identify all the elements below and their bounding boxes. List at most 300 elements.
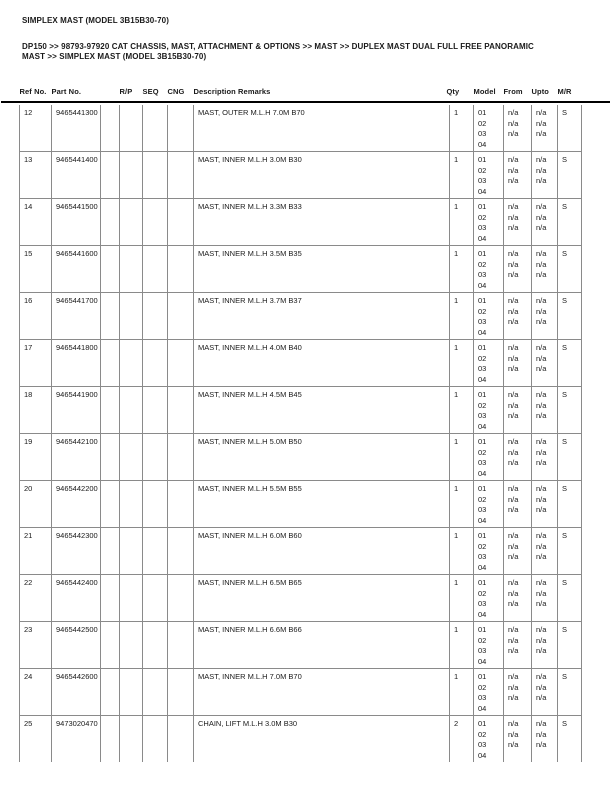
cell-upto	[532, 434, 558, 481]
cell-part-no: 9465441300	[52, 105, 101, 152]
cell-model	[474, 293, 504, 340]
parts-table	[19, 85, 582, 762]
cell-from	[504, 575, 532, 622]
cell-model	[474, 387, 504, 434]
model-line: 01	[478, 625, 487, 634]
from-line: n/a	[508, 578, 519, 587]
upto-line: n/a	[536, 719, 547, 728]
from-line: n/a	[508, 223, 519, 233]
cell-blank	[101, 199, 120, 246]
cell-upto	[532, 246, 558, 293]
cell-mr: S	[558, 716, 582, 763]
cell-ref-no: 18	[20, 387, 52, 434]
model-line: 03	[478, 599, 487, 609]
cell-part-no: 9465442500	[52, 622, 101, 669]
model-line: 01	[478, 719, 487, 728]
model-line: 02	[478, 447, 487, 457]
cell-from	[504, 293, 532, 340]
upto-line: n/a	[536, 682, 547, 692]
cell-seq	[143, 246, 168, 293]
from-line: n/a	[508, 108, 519, 117]
from-line: n/a	[508, 646, 519, 656]
cell-description: MAST, INNER M.L.H 4.0M B40	[194, 340, 450, 387]
column-header-cng: CNG	[167, 87, 185, 96]
upto-line: n/a	[536, 635, 547, 645]
cell-description: MAST, INNER M.L.H 3.3M B33	[194, 199, 450, 246]
table-row	[20, 387, 582, 434]
cell-blank	[101, 340, 120, 387]
model-line: 03	[478, 646, 487, 656]
cell-blank	[101, 481, 120, 528]
cell-from	[504, 481, 532, 528]
cell-mr: S	[558, 387, 582, 434]
from-line: n/a	[508, 599, 519, 609]
cell-blank	[101, 434, 120, 481]
from-line: n/a	[508, 306, 519, 316]
from-line: n/a	[508, 270, 519, 280]
model-line: 01	[478, 249, 487, 258]
model-line: 02	[478, 635, 487, 645]
column-header-model: Model	[473, 87, 496, 96]
model-line: 04	[478, 656, 487, 666]
model-line: 04	[478, 750, 487, 760]
cell-seq	[143, 105, 168, 152]
table-row	[20, 434, 582, 481]
cell-from	[504, 246, 532, 293]
from-line: n/a	[508, 129, 519, 139]
upto-line: n/a	[536, 353, 547, 363]
cell-mr: S	[558, 434, 582, 481]
cell-ref-no: 22	[20, 575, 52, 622]
cell-qty: 1	[450, 152, 474, 199]
cell-seq	[143, 622, 168, 669]
model-line: 03	[478, 223, 487, 233]
document-title: SIMPLEX MAST (MODEL 3B15B30-70)	[22, 16, 169, 25]
cell-upto	[532, 481, 558, 528]
upto-line: n/a	[536, 625, 547, 634]
cell-from	[504, 105, 532, 152]
cell-seq	[143, 340, 168, 387]
table-row	[20, 669, 582, 716]
model-line: 03	[478, 740, 487, 750]
cell-seq	[143, 575, 168, 622]
cell-from	[504, 152, 532, 199]
model-line: 02	[478, 494, 487, 504]
model-line: 04	[478, 468, 487, 478]
cell-mr: S	[558, 528, 582, 575]
model-line: 03	[478, 693, 487, 703]
cell-seq	[143, 669, 168, 716]
cell-rp	[120, 246, 143, 293]
model-line: 02	[478, 118, 487, 128]
cell-part-no: 9465441400	[52, 152, 101, 199]
model-line: 01	[478, 343, 487, 352]
upto-line: n/a	[536, 458, 547, 468]
cell-part-no: 9465441700	[52, 293, 101, 340]
cell-from	[504, 434, 532, 481]
cell-cng	[168, 105, 194, 152]
upto-line: n/a	[536, 599, 547, 609]
cell-description: MAST, INNER M.L.H 5.5M B55	[194, 481, 450, 528]
cell-upto	[532, 716, 558, 763]
column-header-upto: Upto	[531, 87, 549, 96]
cell-blank	[101, 669, 120, 716]
cell-qty: 1	[450, 575, 474, 622]
upto-line: n/a	[536, 306, 547, 316]
cell-model	[474, 481, 504, 528]
cell-upto	[532, 622, 558, 669]
model-line: 03	[478, 411, 487, 421]
from-line: n/a	[508, 458, 519, 468]
model-line: 01	[478, 437, 487, 446]
cell-ref-no: 13	[20, 152, 52, 199]
cell-seq	[143, 716, 168, 763]
from-line: n/a	[508, 296, 519, 305]
cell-qty: 1	[450, 246, 474, 293]
breadcrumb-line: MAST >> SIMPLEX MAST (MODEL 3B15B30-70)	[22, 52, 207, 61]
cell-upto	[532, 105, 558, 152]
from-line: n/a	[508, 635, 519, 645]
cell-mr: S	[558, 622, 582, 669]
cell-rp	[120, 105, 143, 152]
model-line: 02	[478, 212, 487, 222]
from-line: n/a	[508, 682, 519, 692]
upto-line: n/a	[536, 646, 547, 656]
cell-upto	[532, 528, 558, 575]
from-line: n/a	[508, 212, 519, 222]
from-line: n/a	[508, 364, 519, 374]
cell-upto	[532, 152, 558, 199]
cell-blank	[101, 387, 120, 434]
cell-from	[504, 340, 532, 387]
cell-blank	[101, 105, 120, 152]
breadcrumb-line: DP150 >> 98793-97920 CAT CHASSIS, MAST, ATTACHMENT & OPTIONS >> MAST >> DUPLEX MAST DUAL FULL FREE PANORAMIC	[22, 42, 534, 51]
model-line: 02	[478, 306, 487, 316]
model-line: 02	[478, 682, 487, 692]
upto-line: n/a	[536, 588, 547, 598]
cell-seq	[143, 199, 168, 246]
from-line: n/a	[508, 672, 519, 681]
cell-ref-no: 21	[20, 528, 52, 575]
model-line: 03	[478, 176, 487, 186]
cell-rp	[120, 199, 143, 246]
model-line: 04	[478, 374, 487, 384]
cell-qty: 1	[450, 622, 474, 669]
from-line: n/a	[508, 740, 519, 750]
model-line: 01	[478, 108, 487, 117]
cell-ref-no: 12	[20, 105, 52, 152]
cell-model	[474, 199, 504, 246]
cell-blank	[101, 246, 120, 293]
cell-model	[474, 669, 504, 716]
cell-blank	[101, 575, 120, 622]
cell-part-no: 9465441500	[52, 199, 101, 246]
cell-cng	[168, 246, 194, 293]
cell-seq	[143, 481, 168, 528]
cell-mr: S	[558, 246, 582, 293]
model-line: 01	[478, 531, 487, 540]
cell-description: MAST, INNER M.L.H 6.5M B65	[194, 575, 450, 622]
from-line: n/a	[508, 390, 519, 399]
model-line: 03	[478, 317, 487, 327]
cell-cng	[168, 387, 194, 434]
column-header-mr: M/R	[557, 87, 572, 96]
from-line: n/a	[508, 249, 519, 258]
column-header-from: From	[503, 87, 523, 96]
from-line: n/a	[508, 202, 519, 211]
cell-mr: S	[558, 669, 582, 716]
upto-line: n/a	[536, 249, 547, 258]
model-line: 01	[478, 202, 487, 211]
cell-cng	[168, 716, 194, 763]
cell-rp	[120, 434, 143, 481]
from-line: n/a	[508, 437, 519, 446]
cell-model	[474, 152, 504, 199]
cell-mr: S	[558, 152, 582, 199]
upto-line: n/a	[536, 740, 547, 750]
cell-part-no: 9465442200	[52, 481, 101, 528]
cell-from	[504, 528, 532, 575]
table-row	[20, 481, 582, 528]
cell-blank	[101, 528, 120, 575]
model-line: 01	[478, 296, 487, 305]
model-line: 03	[478, 505, 487, 515]
cell-description: MAST, INNER M.L.H 7.0M B70	[194, 669, 450, 716]
model-line: 02	[478, 400, 487, 410]
model-line: 04	[478, 609, 487, 619]
column-header-part-no: Part No.	[51, 87, 82, 96]
model-line: 03	[478, 270, 487, 280]
cell-model	[474, 622, 504, 669]
cell-ref-no: 20	[20, 481, 52, 528]
upto-line: n/a	[536, 541, 547, 551]
table-row	[20, 199, 582, 246]
cell-description: MAST, INNER M.L.H 6.0M B60	[194, 528, 450, 575]
cell-part-no: 9465442100	[52, 434, 101, 481]
cell-rp	[120, 293, 143, 340]
cell-model	[474, 340, 504, 387]
cell-upto	[532, 199, 558, 246]
cell-model	[474, 434, 504, 481]
model-line: 02	[478, 165, 487, 175]
table-row	[20, 246, 582, 293]
upto-line: n/a	[536, 108, 547, 117]
model-line: 01	[478, 672, 487, 681]
cell-from	[504, 716, 532, 763]
model-line: 02	[478, 541, 487, 551]
upto-line: n/a	[536, 202, 547, 211]
column-header-description: Description Remarks	[193, 87, 271, 96]
upto-line: n/a	[536, 317, 547, 327]
from-line: n/a	[508, 176, 519, 186]
cell-part-no: 9465441600	[52, 246, 101, 293]
cell-rp	[120, 152, 143, 199]
model-line: 01	[478, 155, 487, 164]
from-line: n/a	[508, 343, 519, 352]
cell-part-no: 9465441900	[52, 387, 101, 434]
from-line: n/a	[508, 484, 519, 493]
cell-ref-no: 14	[20, 199, 52, 246]
model-line: 02	[478, 729, 487, 739]
cell-from	[504, 669, 532, 716]
cell-from	[504, 199, 532, 246]
upto-line: n/a	[536, 729, 547, 739]
cell-description: MAST, INNER M.L.H 4.5M B45	[194, 387, 450, 434]
cell-upto	[532, 340, 558, 387]
cell-cng	[168, 575, 194, 622]
from-line: n/a	[508, 729, 519, 739]
upto-line: n/a	[536, 259, 547, 269]
column-header-qty: Qty	[446, 87, 460, 96]
model-line: 04	[478, 280, 487, 290]
table-row	[20, 105, 582, 152]
model-line: 01	[478, 390, 487, 399]
cell-description: MAST, INNER M.L.H 3.0M B30	[194, 152, 450, 199]
cell-qty: 1	[450, 293, 474, 340]
cell-ref-no: 24	[20, 669, 52, 716]
model-line: 01	[478, 578, 487, 587]
model-line: 04	[478, 139, 487, 149]
cell-part-no: 9465441800	[52, 340, 101, 387]
cell-seq	[143, 528, 168, 575]
cell-cng	[168, 434, 194, 481]
model-line: 04	[478, 327, 487, 337]
model-line: 02	[478, 353, 487, 363]
cell-model	[474, 105, 504, 152]
cell-qty: 1	[450, 105, 474, 152]
model-line: 02	[478, 259, 487, 269]
table-row	[20, 575, 582, 622]
from-line: n/a	[508, 118, 519, 128]
from-line: n/a	[508, 531, 519, 540]
from-line: n/a	[508, 353, 519, 363]
model-line: 03	[478, 364, 487, 374]
cell-description: MAST, INNER M.L.H 5.0M B50	[194, 434, 450, 481]
cell-cng	[168, 152, 194, 199]
cell-upto	[532, 387, 558, 434]
cell-blank	[101, 293, 120, 340]
upto-line: n/a	[536, 484, 547, 493]
cell-upto	[532, 293, 558, 340]
upto-line: n/a	[536, 437, 547, 446]
cell-model	[474, 716, 504, 763]
cell-rp	[120, 622, 143, 669]
cell-seq	[143, 152, 168, 199]
cell-qty: 1	[450, 481, 474, 528]
cell-rp	[120, 340, 143, 387]
cell-from	[504, 387, 532, 434]
cell-model	[474, 528, 504, 575]
from-line: n/a	[508, 719, 519, 728]
cell-description: MAST, INNER M.L.H 6.6M B66	[194, 622, 450, 669]
upto-line: n/a	[536, 400, 547, 410]
table-row	[20, 528, 582, 575]
cell-model	[474, 575, 504, 622]
cell-mr: S	[558, 105, 582, 152]
upto-line: n/a	[536, 672, 547, 681]
from-line: n/a	[508, 505, 519, 515]
cell-qty: 1	[450, 434, 474, 481]
cell-rp	[120, 575, 143, 622]
upto-line: n/a	[536, 411, 547, 421]
cell-rp	[120, 387, 143, 434]
upto-line: n/a	[536, 223, 547, 233]
cell-cng	[168, 340, 194, 387]
upto-line: n/a	[536, 212, 547, 222]
cell-ref-no: 25	[20, 716, 52, 763]
breadcrumb	[22, 42, 600, 62]
cell-ref-no: 16	[20, 293, 52, 340]
cell-description: MAST, OUTER M.L.H 7.0M B70	[194, 105, 450, 152]
cell-part-no: 9473020470	[52, 716, 101, 763]
cell-mr: S	[558, 199, 582, 246]
cell-mr: S	[558, 340, 582, 387]
model-line: 02	[478, 588, 487, 598]
cell-rp	[120, 481, 143, 528]
cell-qty: 1	[450, 669, 474, 716]
cell-seq	[143, 293, 168, 340]
upto-line: n/a	[536, 343, 547, 352]
upto-line: n/a	[536, 494, 547, 504]
cell-description: MAST, INNER M.L.H 3.5M B35	[194, 246, 450, 293]
from-line: n/a	[508, 411, 519, 421]
model-line: 01	[478, 484, 487, 493]
cell-upto	[532, 669, 558, 716]
model-line: 04	[478, 515, 487, 525]
cell-mr: S	[558, 575, 582, 622]
cell-ref-no: 15	[20, 246, 52, 293]
cell-qty: 1	[450, 199, 474, 246]
upto-line: n/a	[536, 531, 547, 540]
cell-rp	[120, 716, 143, 763]
cell-qty: 1	[450, 528, 474, 575]
header-rule	[1, 101, 610, 103]
upto-line: n/a	[536, 165, 547, 175]
column-header-seq: SEQ	[142, 87, 159, 96]
cell-description: CHAIN, LIFT M.L.H 3.0M B30	[194, 716, 450, 763]
cell-description: MAST, INNER M.L.H 3.7M B37	[194, 293, 450, 340]
cell-mr: S	[558, 481, 582, 528]
cell-part-no: 9465442300	[52, 528, 101, 575]
table-row	[20, 622, 582, 669]
upto-line: n/a	[536, 129, 547, 139]
cell-seq	[143, 434, 168, 481]
model-line: 04	[478, 562, 487, 572]
table-row	[20, 293, 582, 340]
upto-line: n/a	[536, 693, 547, 703]
upto-line: n/a	[536, 552, 547, 562]
cell-ref-no: 17	[20, 340, 52, 387]
from-line: n/a	[508, 552, 519, 562]
cell-cng	[168, 481, 194, 528]
cell-part-no: 9465442600	[52, 669, 101, 716]
upto-line: n/a	[536, 296, 547, 305]
upto-line: n/a	[536, 447, 547, 457]
model-line: 04	[478, 421, 487, 431]
upto-line: n/a	[536, 505, 547, 515]
from-line: n/a	[508, 625, 519, 634]
cell-upto	[532, 575, 558, 622]
cell-cng	[168, 293, 194, 340]
upto-line: n/a	[536, 578, 547, 587]
from-line: n/a	[508, 494, 519, 504]
upto-line: n/a	[536, 176, 547, 186]
upto-line: n/a	[536, 270, 547, 280]
cell-blank	[101, 622, 120, 669]
from-line: n/a	[508, 541, 519, 551]
table-row	[20, 716, 582, 763]
table-row	[20, 152, 582, 199]
